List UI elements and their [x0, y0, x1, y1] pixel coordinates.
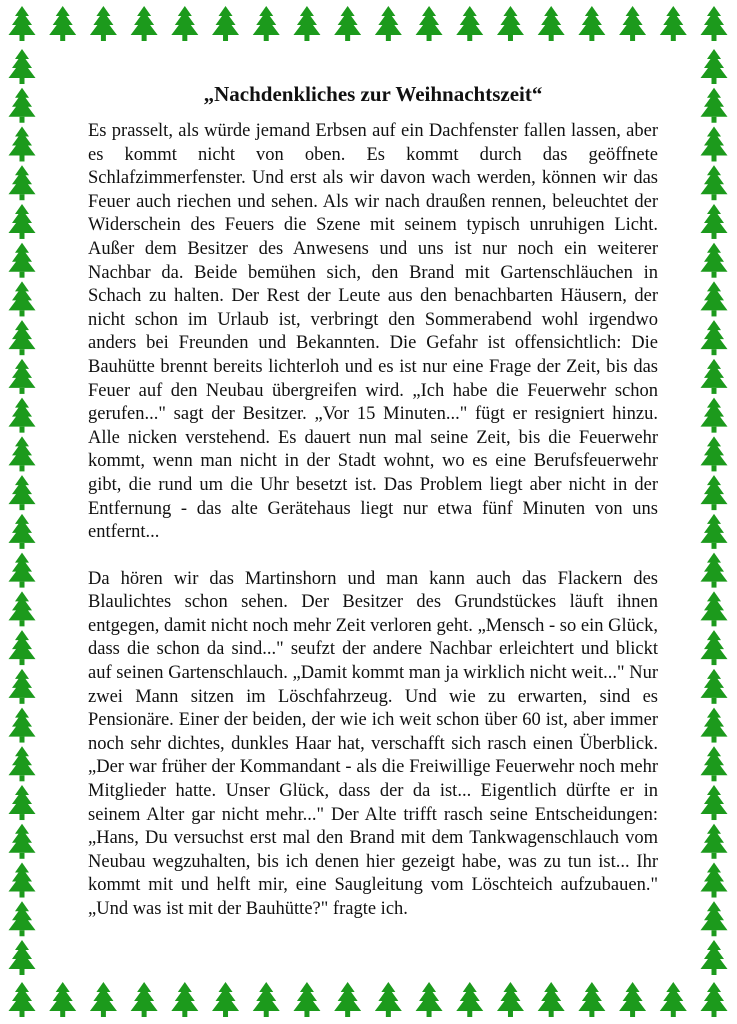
- christmas-tree-icon: [9, 514, 36, 549]
- christmas-tree-icon: [9, 982, 36, 1017]
- christmas-tree-icon: [701, 475, 728, 510]
- christmas-tree-icon: [49, 982, 76, 1017]
- christmas-tree-icon: [9, 165, 36, 200]
- christmas-tree-icon: [90, 6, 117, 41]
- document-title: „Nachdenkliches zur Weihnachtszeit“: [203, 82, 543, 106]
- christmas-tree-icon: [293, 982, 320, 1017]
- christmas-tree-icon: [9, 398, 36, 433]
- christmas-tree-icon: [701, 940, 728, 975]
- christmas-tree-icon: [701, 436, 728, 471]
- christmas-tree-icon: [9, 320, 36, 355]
- christmas-tree-icon: [701, 204, 728, 239]
- christmas-tree-icon: [701, 669, 728, 704]
- christmas-tree-icon: [701, 281, 728, 316]
- christmas-tree-icon: [701, 398, 728, 433]
- christmas-tree-icon: [456, 982, 483, 1017]
- christmas-tree-icon: [701, 746, 728, 781]
- christmas-tree-icon: [619, 6, 646, 41]
- christmas-tree-icon: [701, 630, 728, 665]
- christmas-tree-icon: [9, 6, 36, 41]
- christmas-tree-icon: [9, 591, 36, 626]
- christmas-tree-icon: [701, 126, 728, 161]
- christmas-tree-icon: [497, 6, 524, 41]
- christmas-tree-icon: [9, 204, 36, 239]
- christmas-tree-icon: [701, 863, 728, 898]
- christmas-tree-icon: [660, 6, 687, 41]
- paragraph-1: Es prasselt, als würde jemand Erbsen auf ein Dachfenster fallen lassen, aber es kommt nicht von oben. Es kommt durch das geöffnete Schlafzimmerfenster. Und erst als wir davon wach werden, können wir das Feuer auch riechen und sehen. Als wir nach draußen rennen, beleuchtet der Widerschein des Feuers die Szene mit seinem typisch unruhigen Licht. Außer dem Besitzer des Anwesens und uns ist nur noch ein weiterer Nachbar da. Beide bemühen sich, den Brand mit Gartenschläuchen in Schach zu halten. Der Rest der Leute aus den benachbarten Häusern, der nicht schon im Urlaub ist, verbringt den Sommerabend wohl irgendwo anders bei Freunden und Bekannten. Die Gefahr ist offensichtlich: Die Bauhütte brennt bereits lichterloh und es ist nur eine Frage der Zeit, bis das Feuer auf den Neubau übergreifen wird. „Ich habe die Feuerwehr schon gerufen..." sagt der Besitzer. „Vor 15 Minuten..." fügt er resigniert hinzu. Alle nicken verstehend. Es dauert nun mal seine Zeit, bis die Feuerwehr kommt, wenn man nicht in der Stadt wohnt, wo es eine Berufsfeuerwehr gibt, die rund um die Uhr besetzt ist. Das Problem liegt aber nicht in der Entfernung - das alte Gerätehaus liegt nur etwa fünf Minuten von uns entfernt...: [88, 121, 658, 543]
- christmas-tree-icon: [701, 514, 728, 549]
- christmas-tree-icon: [9, 126, 36, 161]
- christmas-tree-icon: [701, 243, 728, 278]
- christmas-tree-icon: [9, 940, 36, 975]
- christmas-tree-icon: [9, 824, 36, 859]
- christmas-tree-icon: [9, 708, 36, 743]
- christmas-tree-icon: [253, 982, 280, 1017]
- christmas-tree-icon: [375, 6, 402, 41]
- christmas-tree-icon: [171, 982, 198, 1017]
- document-body: [88, 80, 658, 922]
- paragraph-2: Da hören wir das Martinshorn und man kann auch das Flackern des Blaulichtes schon sehen. Der Besitzer des Grundstückes läuft ihnen entgegen, damit nicht noch mehr Zeit verloren geht. „Mensch - so ein Glück, dass die schon da sind..." seufzt der andere Nachbar erleichtert und blickt auf seinen Gartenschlauch. „Damit kommt man ja wirklich nicht weit..." Nur zwei Mann sitzen im Löschfahrzeug. Und wie zu erwarten, sind es Pensionäre. Einer der beiden, der wie ich weit schon über 60 ist, aber immer noch sehr dichtes, dunkles Haar hat, verschafft sich rasch einen Überblick. „Der war früher der Kommandant - als die Freiwillige Feuerwehr noch mehr Mitglieder hatte. Unser Glück, dass der da ist... Eigentlich dürfte er in seinem Alter gar nicht mehr..." Der Alte trifft rasch seine Entscheidungen: „Hans, Du versuchst erst mal den Brand mit dem Tankwagenschlauch vom Neubau wegzuhalten, bis ich denen hier gezeigt habe, was zu tun ist... Ihr kommt mit und helft mir, eine Saugleitung vom Löschteich aufzubauen." „Und was ist mit der Bauhütte?" fragte ich.: [88, 568, 658, 919]
- christmas-tree-icon: [701, 553, 728, 588]
- christmas-tree-icon: [497, 982, 524, 1017]
- christmas-tree-icon: [212, 6, 239, 41]
- christmas-tree-icon: [701, 88, 728, 123]
- christmas-tree-icon: [9, 863, 36, 898]
- christmas-tree-icon: [9, 669, 36, 704]
- christmas-tree-icon: [131, 6, 158, 41]
- christmas-tree-icon: [9, 281, 36, 316]
- christmas-tree-icon: [334, 982, 361, 1017]
- christmas-tree-icon: [619, 982, 646, 1017]
- christmas-tree-icon: [375, 982, 402, 1017]
- christmas-tree-icon: [538, 982, 565, 1017]
- christmas-tree-icon: [253, 6, 280, 41]
- christmas-tree-icon: [701, 901, 728, 936]
- christmas-tree-icon: [701, 824, 728, 859]
- christmas-tree-icon: [416, 6, 443, 41]
- christmas-tree-icon: [701, 49, 728, 84]
- christmas-tree-icon: [49, 6, 76, 41]
- christmas-tree-icon: [701, 165, 728, 200]
- christmas-tree-icon: [9, 630, 36, 665]
- christmas-tree-icon: [701, 785, 728, 820]
- christmas-tree-icon: [416, 982, 443, 1017]
- christmas-tree-icon: [9, 475, 36, 510]
- christmas-tree-icon: [660, 982, 687, 1017]
- christmas-tree-icon: [701, 591, 728, 626]
- christmas-tree-icon: [9, 359, 36, 394]
- christmas-tree-icon: [9, 901, 36, 936]
- christmas-tree-icon: [9, 553, 36, 588]
- christmas-tree-icon: [701, 6, 728, 41]
- christmas-tree-icon: [456, 6, 483, 41]
- christmas-tree-icon: [578, 6, 605, 41]
- christmas-tree-icon: [9, 88, 36, 123]
- christmas-tree-icon: [538, 6, 565, 41]
- christmas-tree-icon: [131, 982, 158, 1017]
- christmas-tree-icon: [9, 436, 36, 471]
- christmas-tree-icon: [90, 982, 117, 1017]
- christmas-tree-icon: [293, 6, 320, 41]
- christmas-tree-icon: [9, 243, 36, 278]
- christmas-tree-icon: [701, 982, 728, 1017]
- christmas-tree-icon: [578, 982, 605, 1017]
- christmas-tree-icon: [212, 982, 239, 1017]
- christmas-tree-icon: [701, 359, 728, 394]
- christmas-tree-icon: [171, 6, 198, 41]
- christmas-tree-icon: [701, 708, 728, 743]
- christmas-tree-icon: [334, 6, 361, 41]
- christmas-tree-icon: [9, 49, 36, 84]
- christmas-tree-icon: [701, 320, 728, 355]
- christmas-tree-icon: [9, 746, 36, 781]
- christmas-tree-icon: [9, 785, 36, 820]
